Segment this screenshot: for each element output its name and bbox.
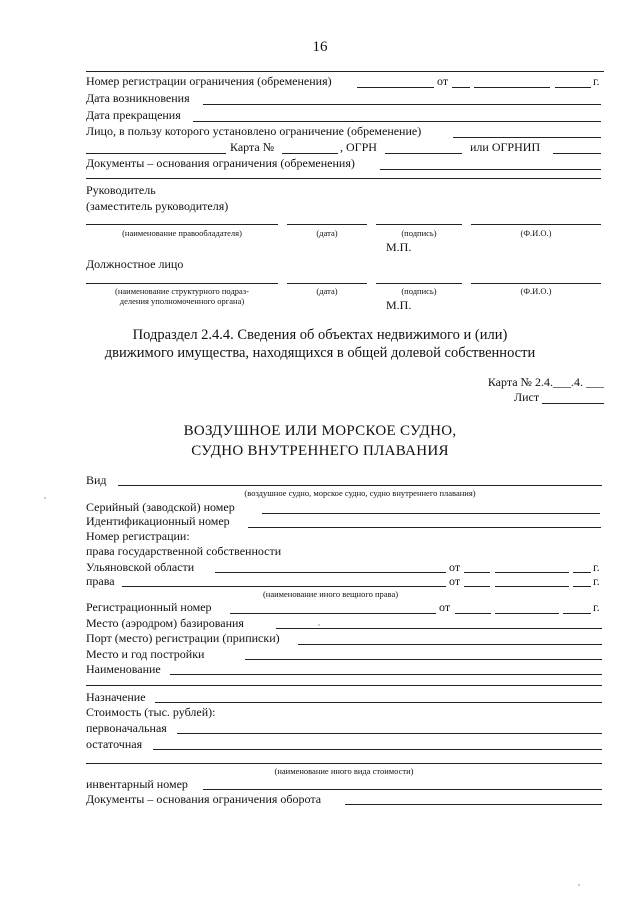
encumbrance-from-label: от [437, 74, 449, 88]
head-signature-caption: (подпись) [401, 228, 437, 238]
head-owner-field[interactable] [86, 224, 278, 225]
beneficiary-field[interactable] [453, 137, 601, 138]
built-place-year-field[interactable] [245, 659, 602, 660]
residual-cost-label: остаточная [86, 737, 143, 751]
other-rights-from-label: от [449, 574, 461, 588]
state-rights-label: права государственной собственности [86, 544, 282, 558]
official-division-caption-line1: (наименование структурного подраз- [115, 286, 249, 296]
head-stamp: М.П. [386, 240, 412, 254]
registration-number-label: Регистрационный номер [86, 600, 212, 614]
serial-number-field[interactable] [262, 513, 600, 514]
kind-caption: (воздушное судно, морское судно, судно внутреннего плавания) [244, 488, 476, 498]
residual-cost-field[interactable] [153, 749, 602, 750]
encumbrance-year-field[interactable] [555, 87, 591, 88]
top-rule [86, 71, 604, 72]
encumbrance-day-field[interactable] [452, 87, 470, 88]
base-location-label: Место (аэродром) базирования [86, 616, 244, 630]
state-rights-day-field[interactable] [464, 572, 490, 573]
registration-day-field[interactable] [455, 613, 491, 614]
head-fio-field[interactable] [471, 224, 601, 225]
official-division-caption-line2: деления уполномоченного органа) [119, 296, 245, 306]
ogrnip-label: или ОГРНИП [470, 140, 541, 154]
state-rights-from-label: от [449, 560, 461, 574]
initial-cost-label: первоначальная [86, 721, 167, 735]
registration-number-heading: Номер регистрации: [86, 529, 190, 543]
other-cost-field[interactable] [86, 763, 602, 764]
registration-year-field[interactable] [563, 613, 591, 614]
other-rights-day-field[interactable] [464, 586, 490, 587]
head-label-line2: (заместитель руководителя) [86, 199, 229, 213]
head-date-caption: (дата) [316, 228, 338, 238]
kind-label: Вид [86, 473, 107, 487]
head-label-line1: Руководитель [86, 183, 156, 197]
official-label: Должностное лицо [86, 257, 184, 271]
origin-date-label: Дата возникновения [86, 91, 190, 105]
other-rights-field[interactable] [122, 586, 446, 587]
official-fio-field[interactable] [471, 283, 601, 284]
rights-label: права [86, 574, 115, 588]
ogrnip-field[interactable] [553, 153, 601, 154]
turnover-documents-field[interactable] [345, 804, 602, 805]
scan-speck [318, 624, 320, 626]
state-rights-year-field[interactable] [573, 572, 591, 573]
beneficiary-label: Лицо, в пользу которого установлено ограничение (обременение) [86, 124, 422, 138]
inventory-number-label: инвентарный номер [86, 777, 188, 791]
registration-month-field[interactable] [495, 613, 559, 614]
official-signature-caption: (подпись) [401, 286, 437, 296]
subsection-card-number: Карта № 2.4.___.4. ___ [487, 375, 604, 389]
name-field[interactable] [170, 674, 602, 675]
subsection-title-line2: движимого имущества, находящихся в общей долевой собственности [104, 345, 536, 361]
beneficiary-field-continued[interactable] [86, 153, 226, 154]
encumbrance-bottom-rule [86, 178, 601, 179]
registration-year-suffix: г. [593, 600, 600, 614]
head-fio-caption: (Ф.И.О.) [520, 228, 552, 238]
official-signature-field[interactable] [376, 283, 462, 284]
subsection-sheet-label: Лист [514, 390, 540, 404]
form-title-line1: ВОЗДУШНОЕ ИЛИ МОРСКОЕ СУДНО, [183, 423, 457, 439]
identification-number-label: Идентификационный номер [86, 514, 230, 528]
ogrn-label: , ОГРН [340, 140, 377, 154]
card-number-field[interactable] [282, 153, 338, 154]
origin-date-field[interactable] [203, 104, 601, 105]
purpose-field[interactable] [155, 702, 602, 703]
page-number: 16 [312, 39, 328, 55]
official-date-field[interactable] [287, 283, 367, 284]
end-date-field[interactable] [193, 121, 601, 122]
identification-number-field[interactable] [248, 527, 601, 528]
other-cost-caption: (наименование иного вида стоимости) [274, 766, 414, 776]
state-rights-number-field[interactable] [215, 572, 446, 573]
port-field[interactable] [298, 644, 602, 645]
name-label: Наименование [86, 662, 161, 676]
official-fio-caption: (Ф.И.О.) [520, 286, 552, 296]
other-rights-month-field[interactable] [495, 586, 569, 587]
inventory-number-field[interactable] [203, 789, 602, 790]
form-title-line2: СУДНО ВНУТРЕННЕГО ПЛАВАНИЯ [191, 443, 449, 459]
card-label: Карта № [230, 140, 275, 154]
ogrn-field[interactable] [385, 153, 462, 154]
kind-field[interactable] [118, 485, 602, 486]
other-rights-year-field[interactable] [573, 586, 591, 587]
region-label: Ульяновской области [86, 560, 195, 574]
official-stamp: М.П. [386, 298, 412, 312]
initial-cost-field[interactable] [177, 733, 602, 734]
cost-label: Стоимость (тыс. рублей): [86, 705, 216, 719]
other-right-caption: (наименование иного вещного права) [262, 589, 399, 599]
registration-number-field[interactable] [230, 613, 436, 614]
turnover-documents-label: Документы – основания ограничения оборота [86, 792, 322, 806]
encumbrance-documents-label: Документы – основания ограничения (обременения) [86, 156, 355, 170]
other-rights-year-suffix: г. [593, 574, 600, 588]
state-rights-year-suffix: г. [593, 560, 600, 574]
encumbrance-reg-number-label: Номер регистрации ограничения (обременения) [86, 74, 332, 88]
encumbrance-documents-field[interactable] [380, 169, 601, 170]
scan-speck [44, 497, 46, 499]
base-location-field[interactable] [276, 628, 602, 629]
purpose-label: Назначение [86, 690, 146, 704]
encumbrance-reg-number-field[interactable] [357, 87, 434, 88]
head-date-field[interactable] [287, 224, 367, 225]
official-division-field[interactable] [86, 283, 278, 284]
built-place-year-label: Место и год постройки [86, 647, 205, 661]
encumbrance-month-field[interactable] [474, 87, 550, 88]
end-date-label: Дата прекращения [86, 108, 181, 122]
name-field-continued[interactable] [86, 685, 602, 686]
registration-from-label: от [439, 600, 451, 614]
subsection-title-line1: Подраздел 2.4.4. Сведения об объектах недвижимого и (или) [132, 327, 508, 343]
port-label: Порт (место) регистрации (приписки) [86, 631, 280, 645]
encumbrance-year-suffix: г. [593, 74, 600, 88]
serial-number-label: Серийный (заводской) номер [86, 500, 235, 514]
head-owner-caption: (наименование правообладателя) [122, 228, 242, 238]
official-date-caption: (дата) [316, 286, 338, 296]
subsection-sheet-field[interactable] [542, 403, 604, 404]
state-rights-month-field[interactable] [495, 572, 569, 573]
head-signature-field[interactable] [376, 224, 462, 225]
scan-speck [578, 884, 580, 886]
